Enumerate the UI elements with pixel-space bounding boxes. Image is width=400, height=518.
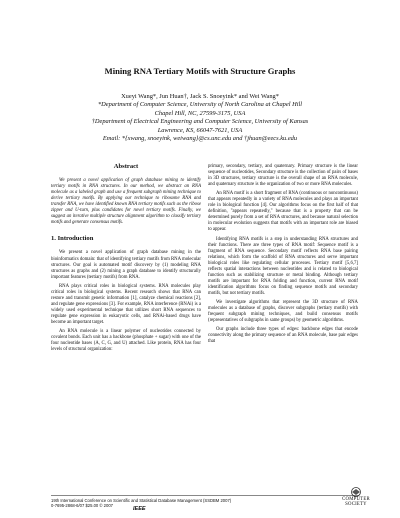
- intro-heading: 1. Introduction: [51, 235, 94, 243]
- cs-logo-line-1: COMPUTER: [342, 497, 370, 502]
- right-column: [208, 164, 358, 348]
- affiliation-unc-address: Chapel Hill, NC, 27599-3175, USA: [154, 109, 246, 117]
- affiliation-ku: †Department of Electrical Engineering and Computer Science, University of Kansas: [91, 118, 309, 126]
- abstract-heading: Abstract: [113, 163, 139, 170]
- right-paragraph-2: An RNA motif is a short fragment of RNA (continuous or noncontinuous) that appears repeatedly in a variety of RNA molecules and plays an important role in biological function [4]. Our algorithms focus on the first half of that definition, "appears repeatedly," because that is a property that can be determined purely from a set of RNA structures, and because natural selection in molecular evolution suggests that motifs with an important role are biased to appear.: [208, 191, 358, 233]
- right-paragraph-3: Identifying RNA motifs is a step in understanding RNA structures and their functions. There are three types of RNA motif: Sequence motif is a fragment of RNA sequence. Secondary motif reflects RNA base pairing relations, which form the scaffold of RNA structures and serve important biological roles like regulating cellular processes. Tertiary motif [5,6,7] reflects spatial interactions between nucleotides and is related to biological function such as stabilizing structure or metal binding. Although tertiary motifs are important for RNA folding and function, current RNA motif identification algorithms focus on finding sequence motifs and secondary motifs, but not tertiary motifs.: [208, 236, 358, 296]
- left-column: [51, 164, 201, 356]
- intro-paragraph-2: RNA plays critical roles in biological systems. RNA molecules play critical roles in biological systems. Recent research shows that RNA can restore and transmit genetic information [1], catalyze chemical reactions [2], and regulate gene expressions [3]. For example, RNA interference (RNAi) is a widely used experimental technique that utilizes short RNA sequences to regulate gene expression in eukaryotic cells, and RNAi-based drugs have become an important target.: [51, 283, 201, 325]
- affiliation-unc: *Department of Computer Science, University of North Carolina at Chapel Hill: [97, 101, 303, 109]
- ieee-logo: IEEE: [133, 506, 146, 512]
- right-paragraph-4: We investigate algorithms that represent the 3D structure of RNA molecules as a database of graphs, discover subgraphs (tertiary motifs) with frequent subgraph mining techniques, and build consensus motifs (representatives of subgraphs in same groups) by geometric algorithms.: [208, 299, 358, 324]
- computer-society-emblem-icon: [349, 487, 363, 497]
- isbn-line: 0-7695-2868-6/07 $25.00 © 2007: [51, 503, 113, 508]
- footer: [51, 498, 301, 508]
- author-emails: Email: *{xwang, snoeyink, weiwang}@cs.unc.edu and †jhuan@eecs.ku.edu: [102, 135, 298, 143]
- cs-logo-line-2: SOCIETY: [345, 502, 367, 507]
- intro-paragraph-1: We present a novel application of graph database mining in the bioinformatics domain: that of identifying tertiary motifs from RNA molecular structures. Our goal is automated motif discovery by (1) modeling RNA structures as graphs and (2) mining a graph database to identify structurally important features (tertiary motifs) from RNA.: [51, 250, 201, 280]
- computer-society-logo: [336, 487, 376, 507]
- right-paragraph-5: Our graphs include three types of edges: backbone edges that encode connectivity along the primary sequence of an RNA molecule, base pair edges that: [208, 327, 358, 345]
- abstract-text: We present a novel application of graph database mining to identify tertiary motifs in RNA structures. In our method, we abstract an RNA molecule as a labeled graph and use a frequent subgraph mining technique to derive tertiary motifs. By applying our technique to ribosome RNA and transfer RNA, we have identified known RNA tertiary motifs such as the ribose zipper and U-turn, plus candidates for novel tertiary motifs. Finally, we suggest an iterative multiple structure alignment algorithm to classify tertiary motifs and generate consensus motifs.: [51, 178, 201, 226]
- author-names: Xueyi Wang*, Jun Huan†, Jack S. Snoeyink* and Wei Wang*: [121, 93, 279, 100]
- affiliation-ku-address: Lawrence, KS, 66047-7621, USA: [157, 126, 243, 134]
- footer-rule: [51, 495, 359, 496]
- author-block: [0, 93, 400, 143]
- paper-title: Mining RNA Tertiary Motifs with Structure Graphs: [104, 66, 296, 76]
- intro-paragraph-3: An RNA molecule is a linear polymer of nucleotides connected by covalent bonds. Each unit has a backbone (phosphate + sugar) with one of the four nucleotide bases (A, C, G, and U) attached. Like protein, RNA has four levels of structural organization:: [51, 329, 201, 353]
- conference-line: 19th International Conference on Scientific and Statistical Database Management (SSDBM 2007): [51, 498, 232, 503]
- right-paragraph-1: primary, secondary, tertiary, and quaternary. Primary structure is the linear sequence of nucleotides, Secondary structure is the collection of pairs of bases in 3D structures, tertiary structure is the overall shape of an RNA molecule, and quaternary structure is the organization of two or more RNA molecules.: [208, 164, 358, 188]
